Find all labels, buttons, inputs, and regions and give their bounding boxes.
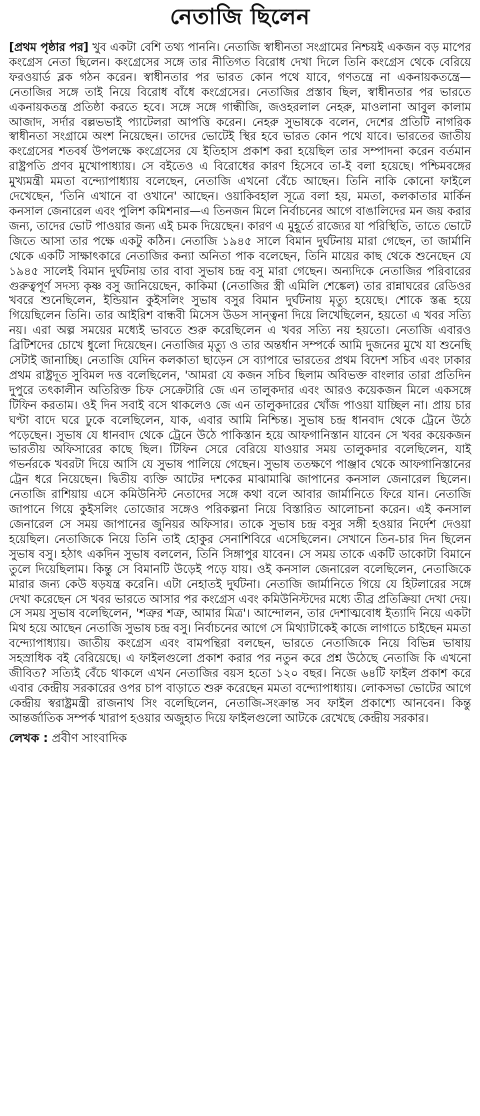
article-headline: নেতাজি ছিলেন — [169, 5, 311, 30]
article-byline — [9, 730, 471, 746]
article-body-text: খুব একটা বেশি তথ্য পাননি। নেতাজি স্বাধীনতা সংগ্রামের নিশ্চয়ই একজন বড় মাপের কংগ্রেস নেতা ছিলেন। কংগ্রেসের সঙ্গে তার নীতিগত বিরোধ দেখা দিলে তিনি কংগ্রেস থেকে বেরিয়ে ফরওয়ার্ড ব্লক গঠন করেন। স্বাধীনতার পর ভারত কোন পথে যাবে, গণতন্ত্রে না একনায়কতন্ত্রে— নেতাজির সঙ্গে তাই নিয়ে বিরোধ বাঁধে কংগ্রেসের। নেতাজির প্রস্তাব ছিল, স্বাধীনতার পর ভারতে একনায়কতন্ত্র প্রতিষ্ঠা করতে হবে। সঙ্গে সঙ্গে গান্ধীজি, জওহরলাল নেহরু, মাওলানা আবুল কালাম আজাদ, সর্দার বল্লভভাই প্যাটেলরা আপত্তি করেন। নেহরু সুভাষকে বলেন, দেশের প্রতিটি নাগরিক স্বাধীনতা সংগ্রামে অংশ নিয়েছেন। তাদের ভোটেই স্থির হবে ভারত কোন পথে যাবে। ভারতের জাতীয় কংগ্রেসের শতবর্ষ উপলক্ষে কংগ্রেসের যে ইতিহাস প্রকাশ করা হয়েছিল তার সম্পাদনা করেন বর্তমান রাষ্ট্রপতি প্রণব মুখোপাধ্যায়। সে বইতেও এ বিরোধের কারণ হিসেবে তা-ই বলা হয়েছে। পশ্চিমবঙ্গের মুখ্যমন্ত্রী মমতা বন্দ্যোপাধ্যায় বলেছেন, নেতাজি এখনো বেঁচে আছেন। তিনি নাকি কোনো ফাইলে দেখেছেন, 'তিনি এখানে বা ওখানে' আছেন। ওয়াকিবহাল সূত্রে বলা হয়, মমতা, কলকাতার মার্কিন কনসাল জেনারেল এবং পুলিশ কমিশনার—এ তিনজন মিলে নির্বাচনের আগে বাঙালিদের মন জয় করার জন্য, তাদের ভোট পাওয়ার জন্য এই চমক দিয়েছেন। কারণ এ মুহূর্তে রাজ্যের যা পরিস্থিতি, তাতে ভোটে জিতে আসা তার পক্ষে একটু কঠিন। নেতাজি ১৯৪৫ সালে বিমান দুর্ঘটনায় মারা গেছেন, তা জার্মানি থেকে একটি সাক্ষাৎকারে নেতাজির কন্যা অনিতা পাক বলেছেন, তিনি মায়ের কাছ থেকে শুনেছেন যে ১৯৪৫ সালেই বিমান দুর্ঘটনায় তার বাবা সুভাষ চন্দ্র বসু মারা গেছেন। অন্যদিকে নেতাজির পরিবারের গুরুত্বপূর্ণ সদস্য কৃষ্ণ বসু জানিয়েছেন, কাকিমা (নেতাজির স্ত্রী এমিলি শেঙ্কেল) তার রান্নাঘরের রেডিওর খবরে শুনেছিলেন, ইন্ডিয়ান কুইসলিং সুভাষ বসুর বিমান দুর্ঘটনায় মৃত্যু হয়েছে। শোকে স্তব্ধ হয়ে গিয়েছিলেন তিনি। তার আইরিশ বান্ধবী মিসেস উডস সান্ত্বনা দিয়ে লিখেছিলেন, হয়তো এ খবর সত্যি নয়। এরা অল্প সময়ের মধ্যেই ভাবতে শুরু করেছিলেন এ খবর সত্যি নয় হয়তো। নেতাজি এবারও ব্রিটিশদের চোখে ধুলো দিয়েছেন। নেতাজির মৃত্যু ও তার অন্তর্ধান সম্পর্কে আমি দুজনের মুখে যা শুনেছি সেটাই জানাচ্ছি। নেতাজি যেদিন কলকাতা ছাড়েন সে ব্যাপারে ভারতের প্রথম বিদেশ সচিব এবং ঢাকার প্রথম রাষ্ট্রদূত সুবিমল দত্ত বলেছিলেন, 'আমরা যে কজন সচিব ছিলাম অবিভক্ত বাংলার তারা প্রতিদিন দুপুরে তৎকালীন অতিরিক্ত চিফ সেক্রেটারি জে এন তালুকদার এবং আরও কয়েকজন মিলে একসঙ্গে টিফিন করতাম। ওই দিন সবাই বসে থাকলেও জে এন তালুকদারের খোঁজ পাওয়া যাচ্ছিল না। প্রায় চার ঘণ্টা বাদে ঘরে ঢুকে বলেছিলেন, যাক, এবার আমি নিশ্চিন্ত। সুভাষ চন্দ্র ধানবাদ থেকে ট্রেনে উঠে পড়েছেন। সুভাষ যে ধানবাদ থেকে ট্রেনে উঠে পাকিস্তান হয়ে আফগানিস্তান যাবেন সে খবর কয়েকজন ভারতীয় অফিসারের কাছে ছিল। টিফিন সেরে বেরিয়ে যাওয়ার সময় তালুকদার বলেছিলেন, যাই গভর্নরকে খবরটা দিয়ে আসি যে সুভাষ পালিয়ে গেছেন। সুভাষ ততক্ষণে পাঞ্জাব থেকে আফগানিস্তানের ট্রেন ধরে নিয়েছেন। দ্বিতীয় ব্যক্তি আটের দশকের মাঝামাঝি জাপানের কনসাল জেনারেল ছিলেন। নেতাজি রাশিয়ায় এসে কমিউনিস্ট নেতাদের সঙ্গে কথা বলে আবার জার্মানিতে ফিরে যান। নেতাজি জাপানে গিয়ে কুইসলিং তোজোর সঙ্গেও পরিকল্পনা নিয়ে বিস্তারিত আলোচনা করেন। এই কনসাল জেনারেল সে সময় জাপানের জুনিয়র অফিসার। তাকে সুভাষ চন্দ্র বসুর সঙ্গী হওয়ার নির্দেশ দেওয়া হয়েছিল। নেতাজিকে নিয়ে তিনি তাই হোকুর সেনাশিবিরে এসেছিলেন। সেখানে তিন-চার দিন ছিলেন সুভাষ বসু। হঠাৎ একদিন সুভাষ বললেন, তিনি সিঙ্গাপুর যাবেন। সে সময় তাকে একটি ডাকোটা বিমানে তুলে দিয়েছিলাম। কিন্তু সে বিমানটি উড়েই পড়ে যায়। ওই কনসাল জেনারেল বলেছিলেন, নেতাজিকে মারার জন্য কেউ ষড়যন্ত্র করেনি। এটা নেহাতই দুর্ঘটনা। নেতাজি জার্মানিতে গিয়ে যে হিটলারের সঙ্গে দেখা করেছেন সে খবর ভারতে আসার পর কংগ্রেস এবং কমিউনিস্টদের মধ্যে তীব্র প্রতিক্রিয়া দেখা দেয়। সে সময় সুভাষ বলেছিলেন, 'শত্রুর শত্রু, আমার মিত্র'। আন্দোলন, তার দেশাত্মবোধ ইত্যাদি নিয়ে একটা মিথ হয়ে আছেন নেতাজি সুভাষ চন্দ্র বসু। নির্বাচনের আগে সে মিথ্যাটাকেই কাজে লাগাতে চাইছেন মমতা বন্দ্যোপাধ্যায়। জাতীয় কংগ্রেস এবং বামপন্থিরা বলছেন, ভারতে নেতাজিকে নিয়ে বিভিন্ন ভাষায় সহস্রাধিক বই বেরিয়েছে। এ ফাইলগুলো প্রকাশ করার পর নতুন করে প্রশ্ন উঠেছে নেতাজি কি এখনো জীবিত? সত্যিই বেঁচে থাকলে এখন নেতাজির বয়স হতো ১২০ বছর। নিজে ৬৪টি ফাইল প্রকাশ করে এবার কেন্দ্রীয় সরকারের ওপর চাপ বাড়াতে শুরু করেছেন মমতা বন্দ্যোপাধ্যায়। লোকসভা ভোটের আগে কেন্দ্রীয় স্বরাষ্ট্রমন্ত্রী রাজনাথ সিং বলেছিলেন, নেতাজি-সংক্রান্ত সব ফাইল প্রকাশ্যে আনবেন। কিন্তু আন্তর্জাতিক সম্পর্ক খারাপ হওয়ার অজুহাত দিয়ে ফাইলগুলো আটকে রেখেছে কেন্দ্রীয় সরকার। — [9, 40, 471, 725]
byline-name: প্রবীণ সাংবাদিক — [51, 730, 127, 745]
continuation-label: [প্রথম পৃষ্ঠার পর] — [9, 40, 89, 54]
article-body-paragraph — [9, 40, 471, 726]
byline-label: লেখক : — [9, 730, 49, 745]
